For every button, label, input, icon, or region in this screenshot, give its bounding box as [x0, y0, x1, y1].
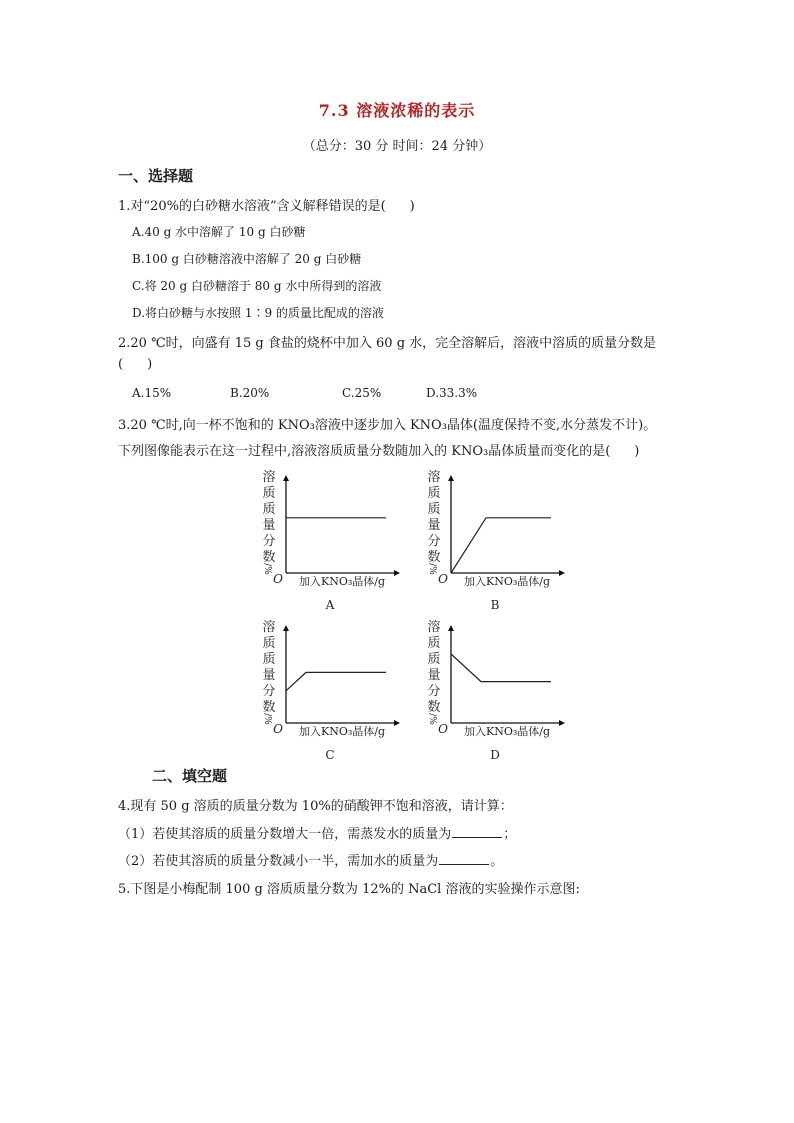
series-line — [451, 518, 551, 573]
y-label-unit: /% — [427, 563, 437, 575]
question-1 — [118, 195, 415, 214]
graph-c — [258, 613, 408, 769]
y-label-char: 质 — [262, 636, 276, 651]
question-1-option-d: D.将白砂糖与水按照 1∶9 的质量比配成的溶液 — [132, 306, 384, 320]
question-4-sub-1-end: ； — [503, 827, 517, 842]
question-2-stem: 2.20 ℃时，向盛有 15 g 食盐的烧杯中加入 60 g 水，完全溶解后，溶液中溶质的质量分数是 — [118, 336, 657, 351]
answer-blank-2[interactable] — [439, 852, 489, 865]
section-heading-fill: 二、填空题 — [152, 767, 228, 785]
question-5-stem: 5.下图是小梅配制 100 g 溶质质量分数为 12%的 NaCl 溶液的实验操作示意图: — [118, 882, 580, 897]
question-1-stem: 1.对“20%的白砂糖水溶液”含义解释错误的是( — [118, 199, 386, 214]
answer-blank-1[interactable] — [452, 825, 502, 838]
y-axis-arrow — [283, 475, 289, 481]
y-label-char: 分 — [427, 534, 441, 549]
y-label-char: 数 — [427, 550, 441, 565]
question-2-option-b: B.20% — [230, 386, 270, 400]
y-label-char: 量 — [262, 668, 276, 683]
question-3-line-2 — [118, 440, 639, 459]
origin-label: O — [438, 722, 448, 736]
question-2-paren-close: ) — [147, 357, 153, 372]
x-label: 加入KNO₃晶体/g — [463, 725, 551, 738]
y-label-char: 分 — [262, 534, 276, 549]
graph-b-svg — [423, 463, 573, 615]
section-heading-choice: 一、选择题 — [118, 167, 194, 185]
question-1-option-a: A.40 g 水中溶解了 10 g 白砂糖 — [132, 225, 306, 239]
y-label-unit: /% — [427, 713, 437, 725]
question-4-sub-2-end: 。 — [490, 854, 504, 869]
x-label: 加入KNO₃晶体/g — [298, 575, 386, 588]
question-1-option-b: B.100 g 白砂糖溶液中溶解了 20 g 白砂糖 — [132, 252, 362, 266]
y-label-char: 量 — [427, 518, 441, 533]
x-label: 加入KNO₃晶体/g — [463, 575, 551, 588]
y-label-unit: /% — [262, 713, 272, 725]
y-label-char: 质 — [427, 636, 441, 651]
y-axis-arrow — [448, 475, 454, 481]
y-label-char: 数 — [262, 700, 276, 715]
y-label-char: 溶 — [262, 620, 276, 635]
question-3-line-1: 3.20 ℃时,向一杯不饱和的 KNO₃溶液中逐步加入 KNO₃晶体(温度保持不变,水分蒸发不计)。 — [118, 418, 657, 433]
series-line — [286, 672, 386, 690]
question-3-stem: 下列图像能表示在这一过程中,溶液溶质质量分数随加入的 KNO₃晶体质量而变化的是( — [118, 444, 611, 459]
y-label-char: 数 — [427, 700, 441, 715]
origin-label: O — [273, 572, 283, 586]
x-axis-arrow — [559, 570, 565, 576]
graph-label: B — [490, 598, 500, 612]
page-title: 7.3 溶液浓稀的表示 — [318, 101, 476, 120]
question-1-option-c: C.将 20 g 白砂糖溶于 80 g 水中所得到的溶液 — [132, 279, 382, 293]
question-4-sub-2-text: （2）若使其溶质的质量分数减小一半，需加水的质量为 — [118, 854, 439, 869]
y-label-unit: /% — [262, 563, 272, 575]
y-axis-arrow — [283, 625, 289, 631]
question-4-sub-2 — [118, 850, 503, 869]
y-label-char: 质 — [262, 486, 276, 501]
question-1-paren: ) — [409, 199, 415, 214]
y-axis-arrow — [448, 625, 454, 631]
question-2-paren-open: ( — [118, 357, 124, 372]
graph-label: C — [325, 748, 335, 762]
question-2-option-c: C.25% — [342, 386, 382, 400]
x-axis-arrow — [559, 720, 565, 726]
y-label-char: 质 — [262, 652, 276, 667]
question-4-stem: 4.现有 50 g 溶质的质量分数为 10%的硝酸钾不饱和溶液，请计算： — [118, 799, 513, 814]
y-label-char: 质 — [262, 502, 276, 517]
y-label-char: 量 — [427, 668, 441, 683]
graph-c-svg — [258, 613, 408, 765]
y-label-char: 溶 — [427, 620, 441, 635]
question-2-option-d: D.33.3% — [426, 386, 478, 400]
question-2-option-a: A.15% — [132, 386, 172, 400]
y-label-char: 量 — [262, 518, 276, 533]
x-axis-arrow — [394, 570, 400, 576]
graph-label: D — [490, 748, 500, 762]
question-4-sub-1 — [118, 823, 516, 842]
origin-label: O — [438, 572, 448, 586]
y-label-char: 数 — [262, 550, 276, 565]
graph-a-svg — [258, 463, 408, 615]
y-label-char: 溶 — [427, 470, 441, 485]
series-line — [451, 654, 551, 682]
y-label-char: 质 — [427, 486, 441, 501]
question-4-sub-1-text: （1）若使其溶质的质量分数增大一倍，需蒸发水的质量为 — [118, 827, 452, 842]
graph-d — [423, 613, 573, 769]
question-3-paren-close: ) — [634, 444, 640, 459]
y-label-char: 溶 — [262, 470, 276, 485]
y-label-char: 质 — [427, 502, 441, 517]
question-2-paren — [118, 357, 152, 372]
x-label: 加入KNO₃晶体/g — [298, 725, 386, 738]
page-subtitle: （总分：30 分 时间：24 分钟） — [302, 139, 492, 154]
graph-b — [423, 463, 573, 619]
graph-d-svg — [423, 613, 573, 765]
graph-a — [258, 463, 408, 619]
y-label-char: 质 — [427, 652, 441, 667]
origin-label: O — [273, 722, 283, 736]
y-label-char: 分 — [427, 684, 441, 699]
graph-label: A — [325, 598, 335, 612]
x-axis-arrow — [394, 720, 400, 726]
y-label-char: 分 — [262, 684, 276, 699]
